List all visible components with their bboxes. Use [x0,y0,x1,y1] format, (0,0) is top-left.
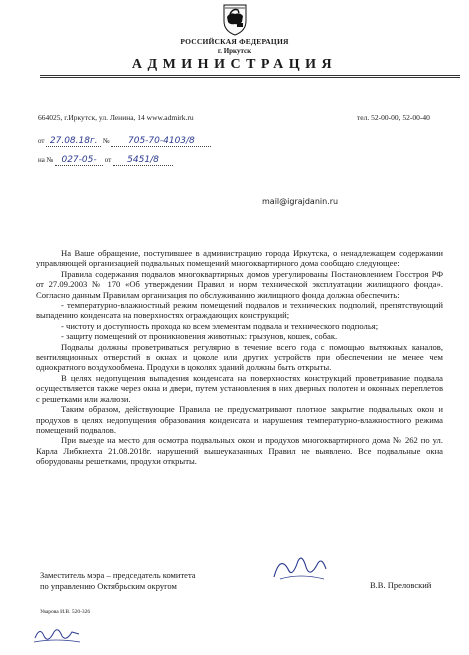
body-paragraph: В целях недопущения выпадения конденсата на поверхностях конструкций проветривание подвала осуществляется также через окна и двери, путем установления в них дверных полотен и оконных переплетов с решетками или жалюзи. [36,372,443,404]
city-coat-of-arms-icon [221,3,249,36]
outgoing-reference [38,137,211,147]
city-name: г. Иркутск [217,47,252,55]
header-divider-thin [40,77,460,78]
outgoing-from-label: от [38,137,45,145]
handwritten-signature [270,549,330,585]
body-paragraph: - защиту помещений от проникновения животных: грызунов, кошек, собак. [61,331,338,342]
body-paragraph: - температурно-влажностный режим помещений подвалов и технических подполий, препятствующий выпадению конденсата на поверхностях ограждающих конструкций; [36,300,443,321]
body-paragraph: Правила содержания подвалов многоквартирных домов урегулированы Постановлением Госстроя РФ от 27.09.2003 № 170 «Об утверждении Правил и норм технической эксплуатации жилищного фонда». Согласно данным Правилам организация по обслуживанию жилищного фонда должна обеспечить: [36,268,443,300]
handwritten-initials [32,624,82,646]
incoming-number: 027-05- [55,156,103,166]
outgoing-number: 705-70-4103/8 [111,137,211,147]
incoming-from-label: от [104,156,112,164]
executor-info: Уварова И.В. 520-326 [40,609,91,615]
letter-body [36,248,443,467]
incoming-number-label: на № [38,156,54,164]
signatory-position [40,570,196,592]
organization-title: АДМИНИСТРАЦИЯ [131,57,338,72]
org-address: 664025, г.Иркутск, ул. Ленина, 14 www.admirk.ru [38,113,194,122]
outgoing-date: 27.08.18г. [46,137,101,147]
body-paragraph: - чистоту и доступность прохода ко всем элементам подвала и технического подполья; [61,320,379,331]
position-line-1: Заместитель мэра – председатель комитета [40,570,196,580]
incoming-date: 5451/8 [113,156,173,166]
position-line-2: по управлению Октябрьским округом [40,581,177,591]
header-divider [40,75,460,76]
org-phone: тел. 52-00-00, 52-00-40 [357,113,430,122]
signatory-name: В.В. Преловский [370,580,432,590]
body-paragraph: Таким образом, действующие Правила не предусматривают плотное закрытие подвальных окон и продухов в целях недопущения образования конденсата и нарушения температурно-влажностного режима помещений подвалов. [36,404,443,435]
recipient-email: mail@igrajdanin.ru [262,197,339,206]
incoming-reference [38,156,173,166]
body-paragraph: При выезде на место для осмотра подвальных окон и продухов многоквартирного дома № 262 по ул. Карла Либкнехта 21.08.2018г. нарушений вышеуказанных Правил не выявлено. Все подвальные окна оборудованы решетками, продухи открыты. [36,435,443,467]
outgoing-number-label: № [102,137,110,145]
body-paragraph: На Ваше обращение, поступившее в администрацию города Иркутска, о ненадлежащем содержании управляющей организацией подвальных помещений многоквартирного дома сообщаю следующее: [36,248,443,269]
body-paragraph: Подвалы должны проветриваться регулярно в течение всего года с помощью вытяжных каналов, вентиляционных отверстий в окнах и цоколе или других устройств при обеспечении не менее чем однократного воздухообмена. Продухи в цоколях зданий должны быть открыты. [36,341,443,373]
country-name: РОССИЙСКАЯ ФЕДЕРАЦИЯ [180,37,289,46]
